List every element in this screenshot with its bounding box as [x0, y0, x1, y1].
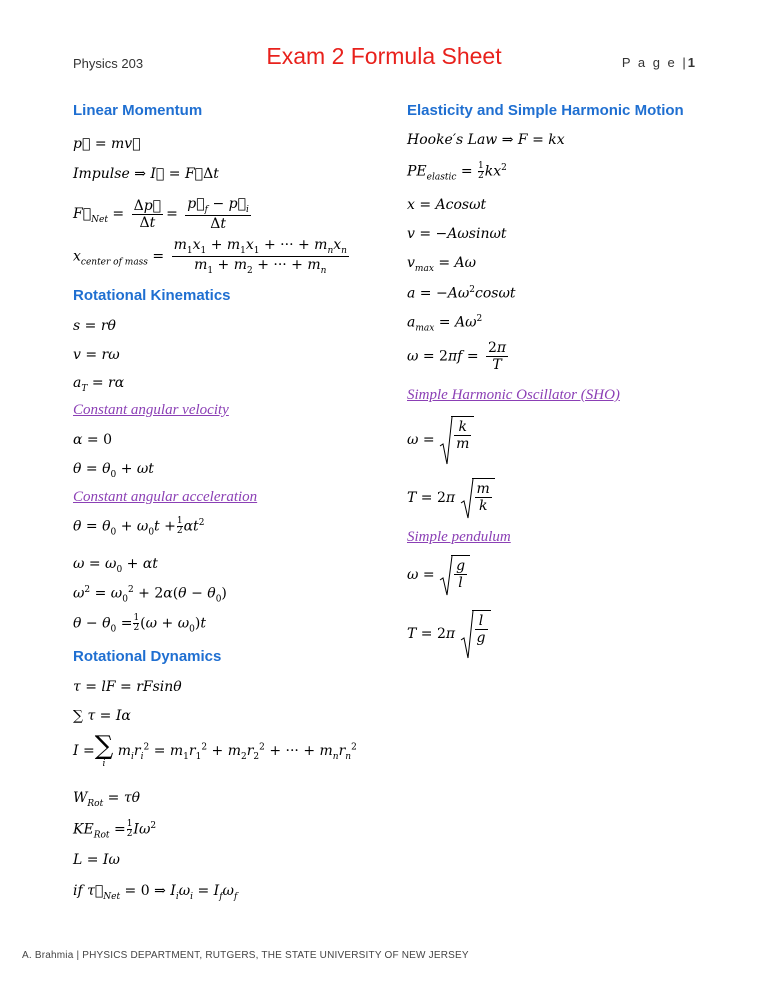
- heading-elasticity-shm: Elasticity and Simple Harmonic Motion: [407, 102, 684, 119]
- eq-angular-frequency: ω = 2πf = $\frac{2\pi}{T}$: [407, 340, 507, 374]
- eq-pendulum-omega: ω = $\frac{g}{l}$: [407, 555, 470, 595]
- eq-alpha-zero: α = 0: [73, 432, 112, 448]
- heading-linear-momentum: Linear Momentum: [73, 102, 203, 119]
- eq-rotational-ke: $KE_{Rot}$ = $\frac{1}{2}$ $I\omega^2$: [73, 819, 157, 841]
- eq-theta-const-acc: $\theta = \theta_0 + \omega_0t$ + $\frac{1}{2}$ $\alpha t^2$: [73, 516, 205, 538]
- eq-accel-shm: $a = -A\omega^2\cos\omega t$: [407, 285, 516, 302]
- heading-rotational-kinematics: Rotational Kinematics: [73, 287, 231, 304]
- eq-angular-momentum: L = Iω: [73, 852, 120, 868]
- subheading-const-ang-acc: Constant angular acceleration: [73, 489, 258, 505]
- subheading-pendulum: Simple pendulum: [407, 529, 511, 545]
- eq-angular-displacement: $\theta - \theta_0$ = $\frac{1}{2}$ $(\omega + \omega_0)t$: [73, 613, 206, 635]
- eq-torque: τ = lF = rFsinθ: [73, 679, 182, 695]
- eq-omega-const-acc: $\omega = \omega_0 + \alpha t$: [73, 556, 158, 575]
- eq-amax: $a_{max} = A\omega^2$: [407, 314, 483, 334]
- page-title: Exam 2 Formula Sheet: [266, 43, 502, 69]
- eq-newton-rotation: ∑ τ = Iα: [73, 708, 131, 724]
- eq-net-force: $F⃗_{Net}$ = $\frac{\Delta p⃗}{\Delta t}$ = $\frac{p⃗_f - p⃗_i}{\Delta t}$: [73, 196, 249, 233]
- eq-conservation-angular-momentum: if $\tau⃗_{Net} = 0$ ⇒ $I_i\omega_i = I_f\omega_f$: [73, 883, 238, 902]
- page-label: P a g e |: [621, 55, 688, 70]
- eq-tangential-accel: $a_T = r\alpha$: [73, 375, 125, 394]
- eq-impulse: Impulse ⇒ I⃗ = F⃗Δt: [73, 166, 219, 182]
- page-number: [622, 55, 695, 70]
- subheading-sho: Simple Harmonic Oscillator (SHO): [407, 387, 620, 403]
- eq-rotational-work: $W_{Rot} = \tau\theta$: [73, 790, 141, 809]
- eq-vmax: $v_{max} = A\omega$: [407, 255, 477, 274]
- course-label: Physics 203: [73, 56, 144, 71]
- eq-elastic-pe: $PE_{elastic}$ = $\frac{1}{2}$ $kx^2$: [407, 161, 507, 183]
- eq-arc-length: s = rθ: [73, 318, 116, 334]
- subheading-const-ang-vel: Constant angular velocity: [73, 402, 229, 418]
- eq-pendulum-period: T = 2π $\frac{l}{g}$: [407, 610, 491, 658]
- eq-moment-of-inertia: I = ∑ i $m_ir_i^2 = m_1r_1^2 + m_2r_2^2$ + ··· + $m_nr_n^2$: [73, 731, 357, 769]
- eq-theta-const-vel: $\theta = \theta_0 + \omega t$: [73, 461, 154, 480]
- page-number-value: 1: [687, 55, 695, 70]
- eq-velocity-shm: v = −Aωsinωt: [407, 226, 507, 242]
- eq-omega-squared: $\omega^2 = \omega_0^2 + 2\alpha(\theta - \theta_0)$: [73, 585, 227, 605]
- eq-sho-period: T = 2π $\frac{m}{k}$: [407, 478, 495, 518]
- footer: A. Brahmia | PHYSICS DEPARTMENT, RUTGERS, THE STATE UNIVERSITY OF NEW JERSEY: [22, 950, 469, 961]
- eq-center-of-mass: $x_{center of mass}$ = $\frac{m_1x_1 + m_1x_1 + \cdot\cdot\cdot + m_nx_n}{m_1 + m_2 + \cdot\cdot\cdot + m_n}$: [73, 237, 347, 276]
- eq-tangential-velocity: v = rω: [73, 347, 120, 363]
- eq-position-shm: x = Acosωt: [407, 197, 487, 213]
- eq-sho-omega: ω = $\frac{k}{m}$: [407, 416, 474, 464]
- eq-momentum: p⃗ = mv⃗: [73, 136, 141, 152]
- heading-rotational-dynamics: Rotational Dynamics: [73, 648, 222, 665]
- eq-hookes-law: Hooke′s Law ⇒ F = kx: [407, 132, 565, 148]
